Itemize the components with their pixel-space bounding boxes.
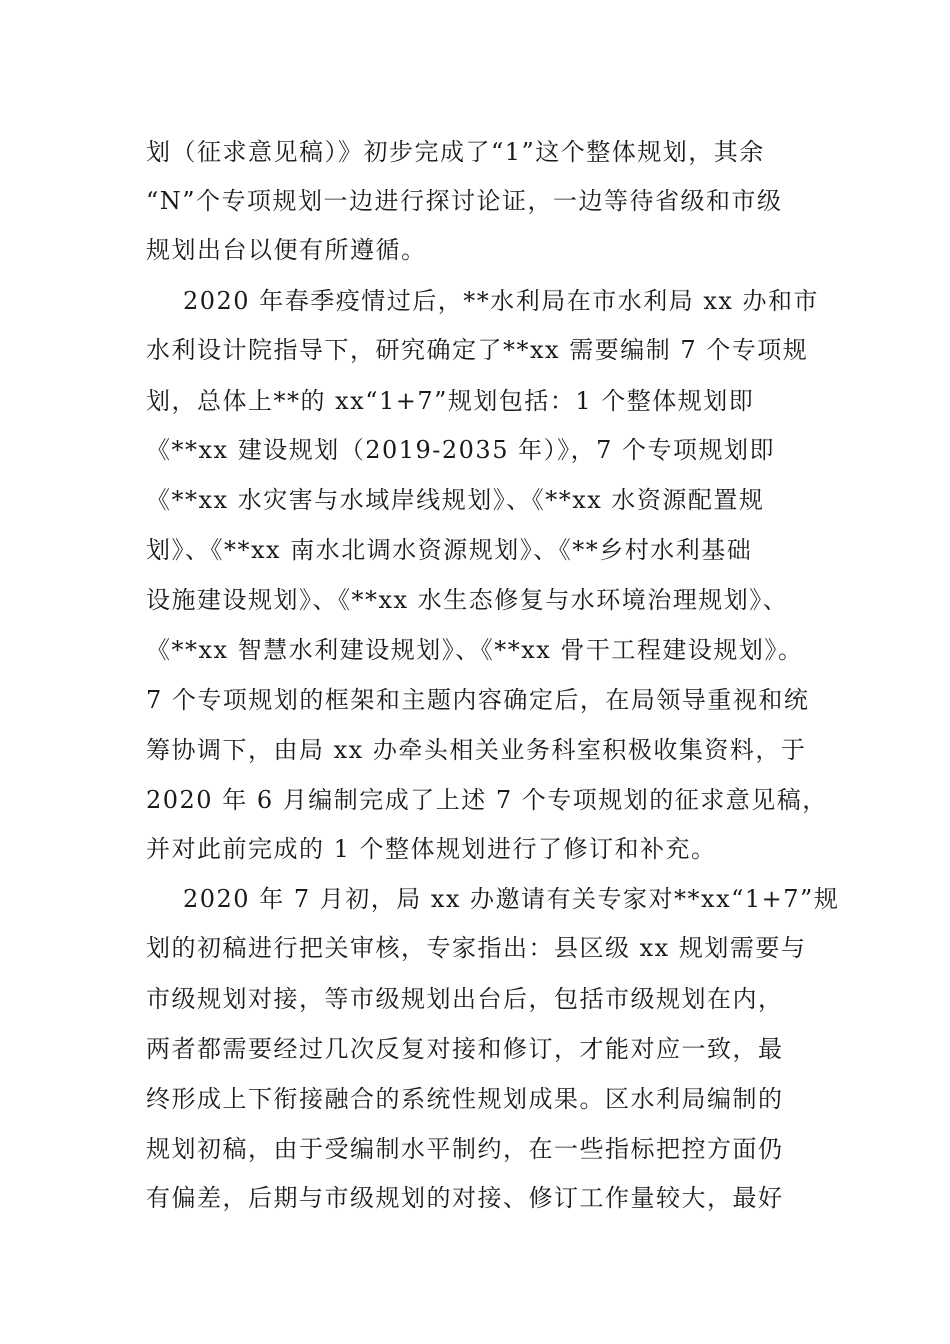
text-line: 《**xx 建设规划（2019-2035 年）》，7 个专项规划即 (146, 436, 775, 464)
text-line: 并对此前完成的 1 个整体规划进行了修订和补充。 (146, 835, 717, 863)
text-line: 两者都需要经过几次反复对接和修订，才能对应一致，最 (146, 1035, 784, 1063)
text-line: 水利设计院指导下，研究确定了**xx 需要编制 7 个专项规 (146, 336, 809, 364)
paragraph-first-line: 2020 年春季疫情过后，**水利局在市水利局 xx 办和市 (183, 287, 820, 315)
text-line: 规划初稿，由于受编制水平制约，在一些指标把控方面仍 (146, 1135, 784, 1163)
text-line: 有偏差，后期与市级规划的对接、修订工作量较大，最好 (146, 1184, 784, 1212)
paragraph-first-line: 2020 年 7 月初，局 xx 办邀请有关专家对**xx“1+7”规 (183, 885, 840, 913)
text-line: 筹协调下，由局 xx 办牵头相关业务科室积极收集资料，于 (146, 736, 807, 764)
text-line: 《**xx 智慧水利建设规划》、《**xx 骨干工程建设规划》。 (146, 636, 804, 664)
text-line: 规划出台以便有所遵循。 (146, 236, 427, 264)
text-line: 划》、《**xx 南水北调水资源规划》、《**乡村水利基础 (146, 536, 753, 564)
text-line: 市级规划对接，等市级规划出台后，包括市级规划在内， (146, 985, 784, 1013)
text-line: 设施建设规划》、《**xx 水生态修复与水环境治理规划》、 (146, 586, 789, 614)
text-line: 划（征求意见稿）》初步完成了“1”这个整体规划，其余 (146, 138, 765, 166)
text-line: 《**xx 水灾害与水域岸线规划》、《**xx 水资源配置规 (146, 486, 765, 514)
text-line: 终形成上下衔接融合的系统性规划成果。区水利局编制的 (146, 1085, 784, 1113)
text-line: 划，总体上**的 xx“1+7”规划包括：1 个整体规划即 (146, 387, 755, 415)
text-line: 划的初稿进行把关审核，专家指出：县区级 xx 规划需要与 (146, 934, 807, 962)
text-line: 2020 年 6 月编制完成了上述 7 个专项规划的征求意见稿， (146, 786, 828, 814)
text-line: “N”个专项规划一边进行探讨论证，一边等待省级和市级 (146, 187, 783, 215)
text-line: 7 个专项规划的框架和主题内容确定后，在局领导重视和统 (146, 686, 810, 714)
